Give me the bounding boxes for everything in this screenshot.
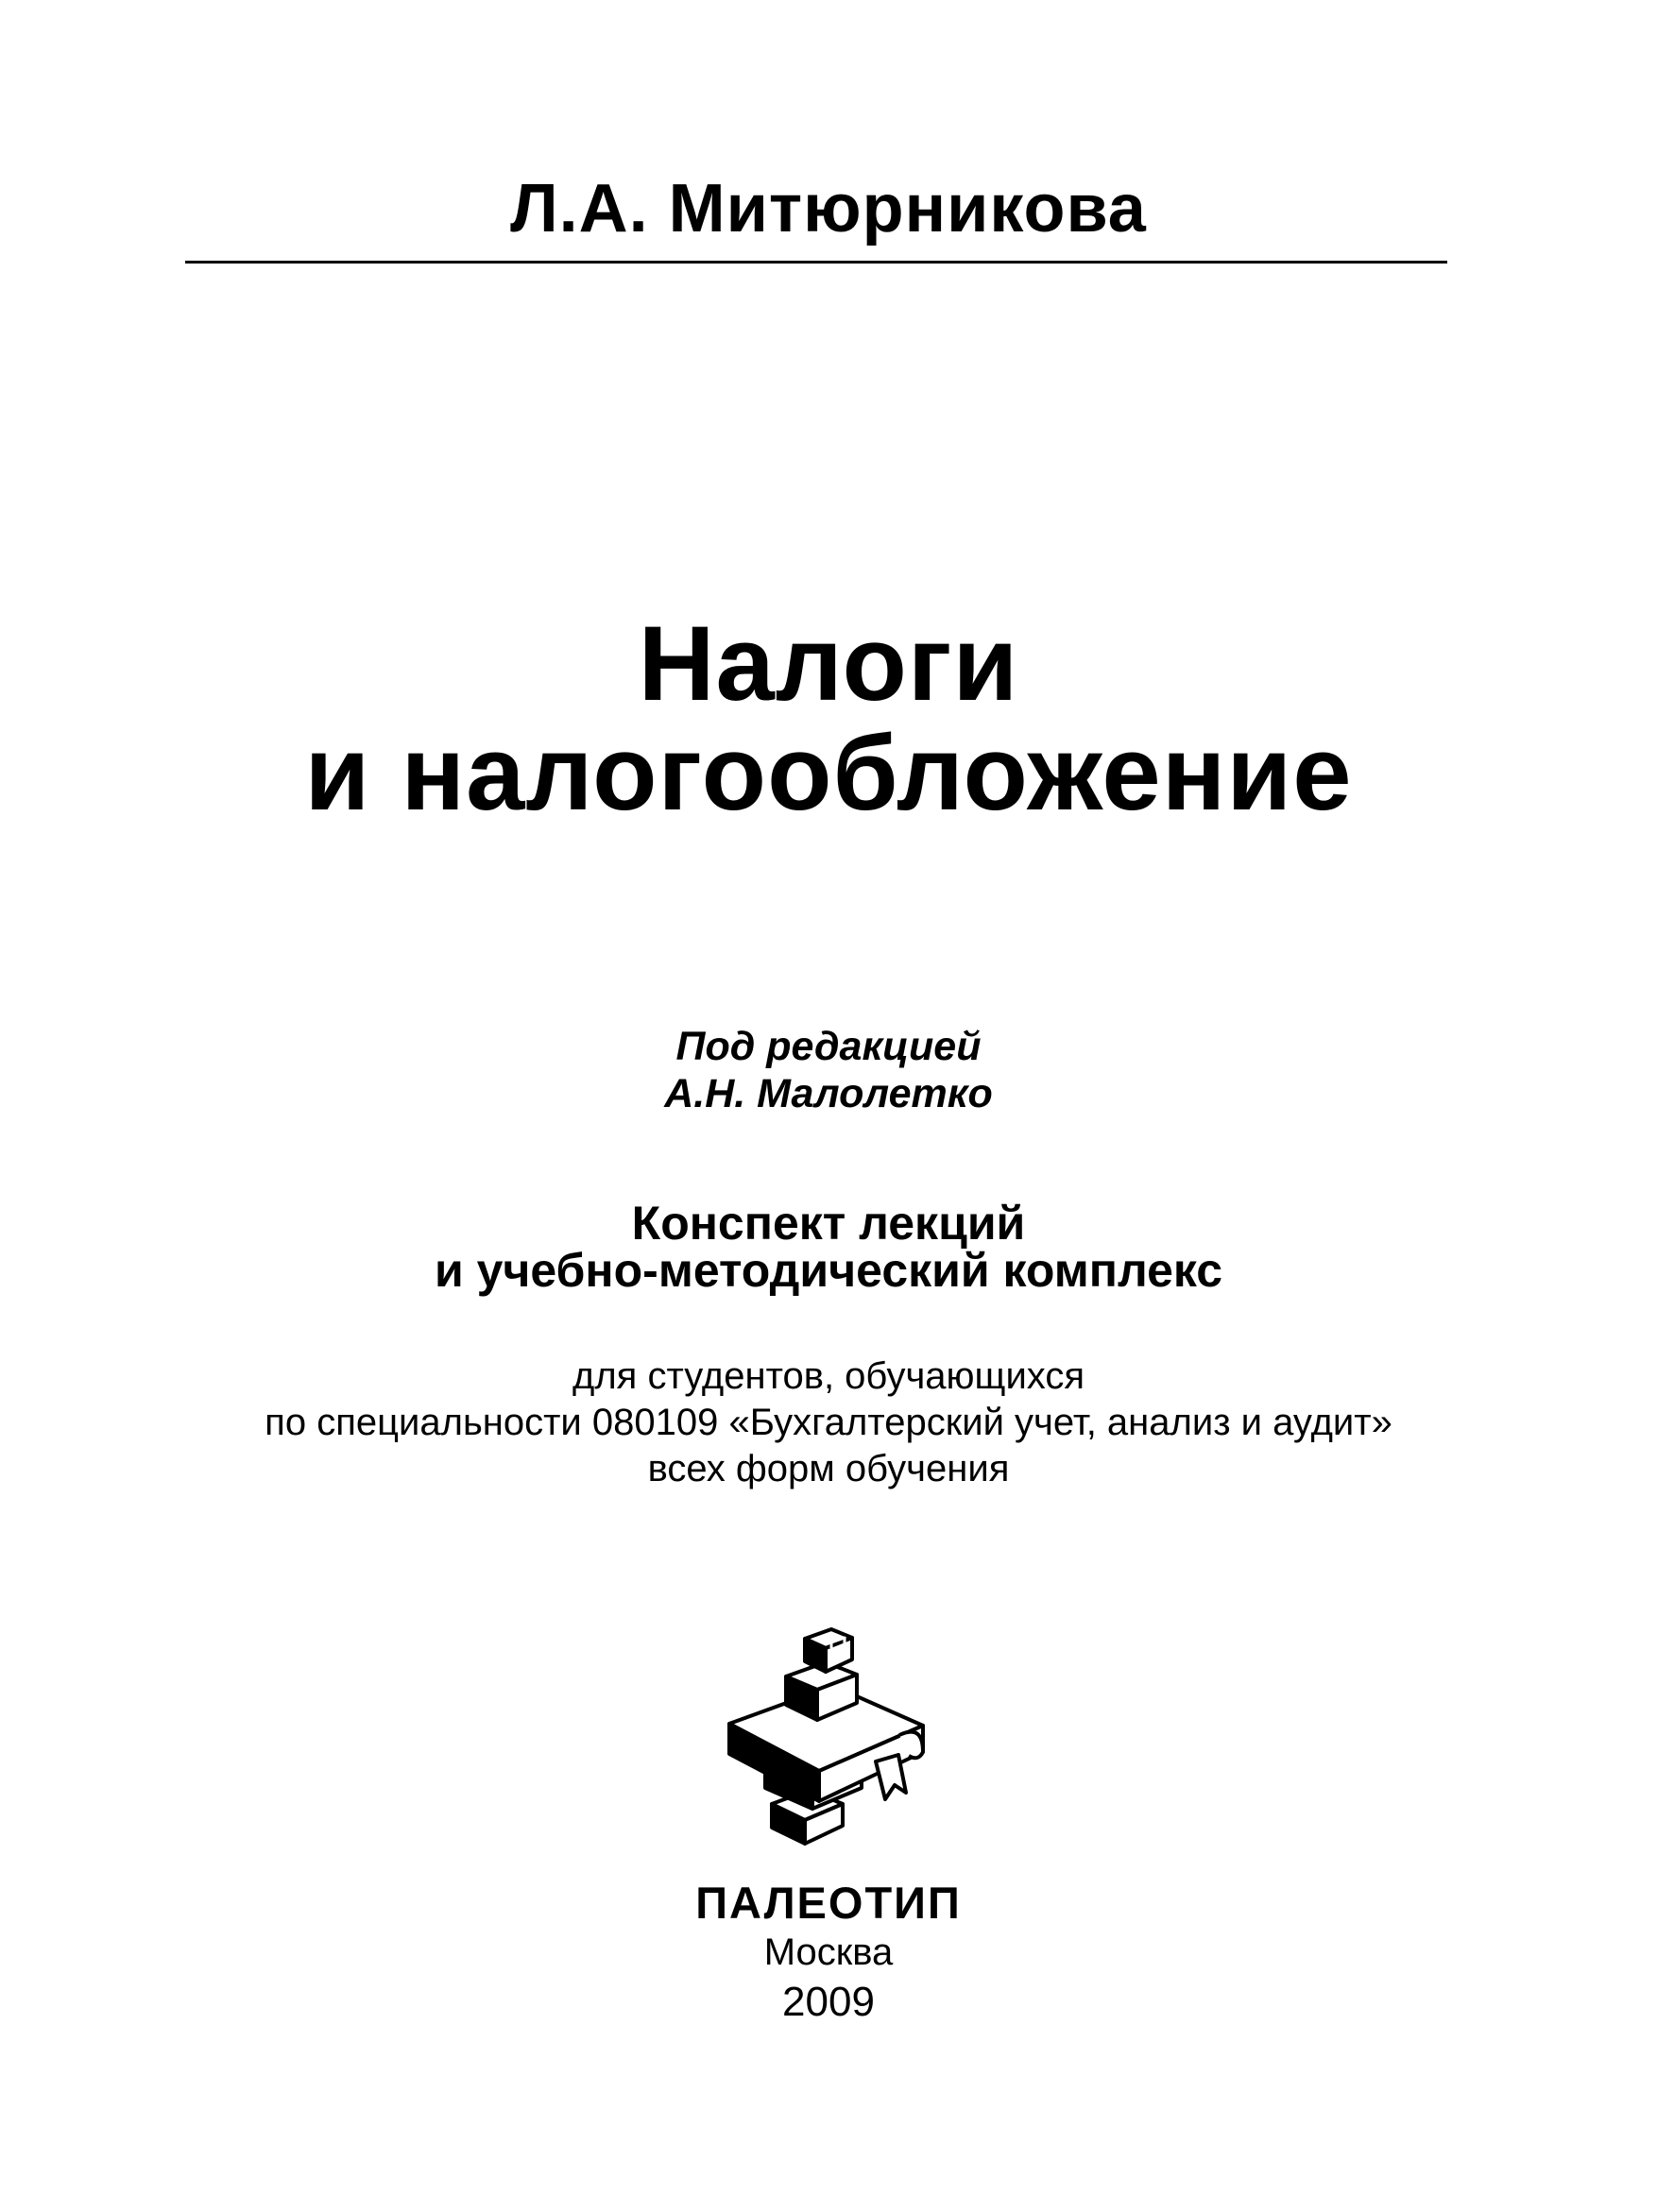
book-subtitle xyxy=(0,1197,1657,1297)
book-title-line-1: Налоги xyxy=(638,604,1019,723)
book-subtitle-line-2: и учебно-методический комплекс xyxy=(434,1244,1223,1297)
publication-year: 2009 xyxy=(782,1979,875,2025)
book-subtitle-line-1: Конспект лекций xyxy=(631,1197,1026,1250)
audience-line-1: для студентов, обучающихся xyxy=(572,1355,1085,1397)
author-divider xyxy=(185,261,1447,264)
editor-credit xyxy=(0,1023,1657,1117)
editor-name: А.Н. Малолетко xyxy=(664,1071,993,1116)
book-title xyxy=(0,604,1657,832)
audience-line-3: всех форм обучения xyxy=(647,1448,1010,1489)
books-stack-logo-icon xyxy=(720,1620,947,1846)
author-name: Л.А. Митюрникова xyxy=(510,171,1147,247)
audience-line-2: по специальности 080109 «Бухгалтерский учет, анализ и аудит» xyxy=(265,1402,1392,1443)
book-title-line-2: и налогообложение xyxy=(304,714,1353,832)
publisher-city: Москва xyxy=(763,1931,894,1973)
publisher-name: ПАЛЕОТИП xyxy=(695,1878,962,1928)
editor-label: Под редакцией xyxy=(675,1024,982,1069)
audience-note xyxy=(0,1353,1657,1492)
